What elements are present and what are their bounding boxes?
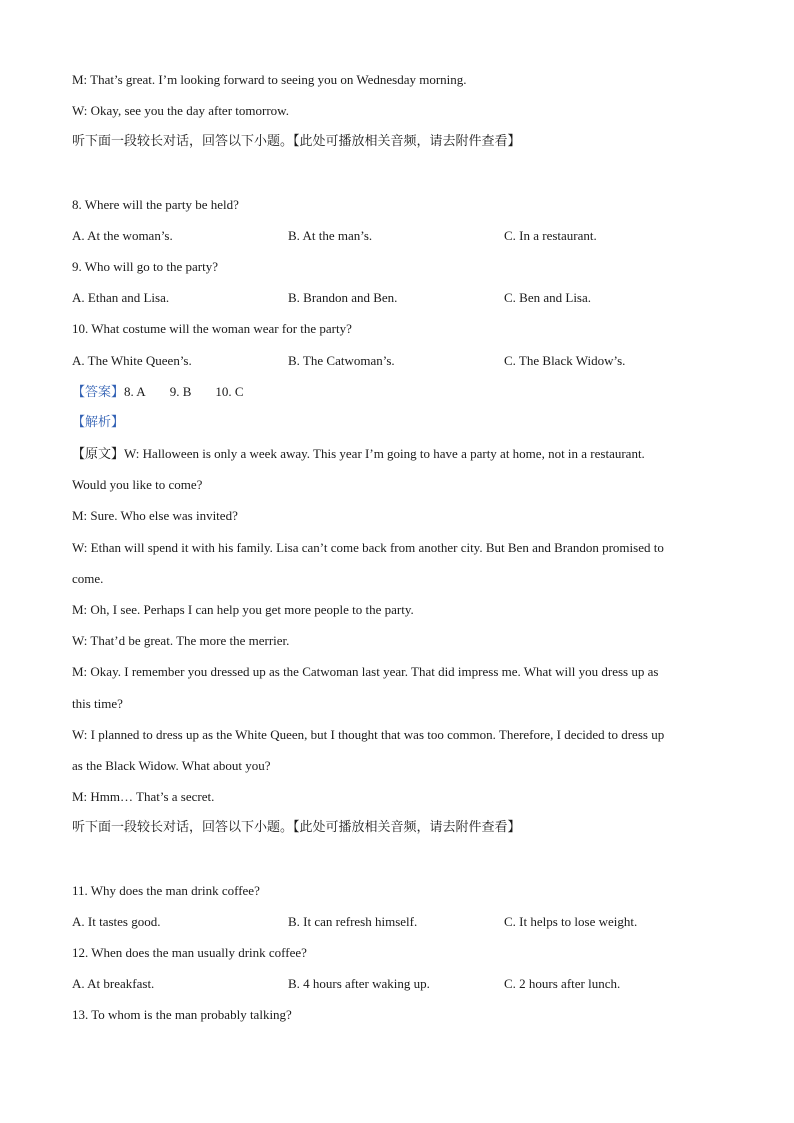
question-9: 9. Who will go to the party? bbox=[72, 258, 218, 274]
option-b: B. At the man’s. bbox=[288, 227, 373, 243]
answer-item: 9. B bbox=[169, 383, 192, 399]
answer-item: 10. C bbox=[215, 383, 244, 399]
transcript-line bbox=[72, 438, 722, 469]
option-b: B. Brandon and Ben. bbox=[288, 290, 398, 306]
option-b: B. The Catwoman’s. bbox=[288, 352, 395, 368]
option-c: C. It helps to lose weight. bbox=[504, 913, 638, 929]
option-b: B. 4 hours after waking up. bbox=[288, 976, 430, 992]
transcript-line: W: That’d be great. The more the merrier. bbox=[72, 633, 290, 649]
transcript-line: M: Oh, I see. Perhaps I can help you get more people to the party. bbox=[72, 602, 414, 617]
dialogue-line: M: That’s great. I’m looking forward to seeing you on Wednesday morning. bbox=[72, 72, 467, 87]
question-9-options bbox=[72, 282, 722, 313]
transcript-line: come. bbox=[72, 570, 104, 586]
question-12-options bbox=[72, 968, 722, 999]
dialogue-line: W: Okay, see you the day after tomorrow. bbox=[72, 103, 289, 119]
listening-instruction: 听下面一段较长对话，回答以下小题。【此处可播放相关音频，请去附件查看】 bbox=[72, 820, 521, 836]
spacer bbox=[72, 158, 722, 189]
transcript-line: this time? bbox=[72, 695, 123, 711]
option-a: A. At the woman’s. bbox=[72, 227, 173, 243]
option-c: C. In a restaurant. bbox=[504, 227, 597, 243]
answer-label: 【答案】 bbox=[72, 384, 125, 400]
analysis-label: 【解析】 bbox=[72, 414, 125, 430]
transcript-label: 【原文】 bbox=[72, 447, 125, 463]
question-8-options bbox=[72, 220, 722, 251]
answer-item: 8. A bbox=[124, 383, 146, 399]
transcript-line: W: I planned to dress up as the White Queen, but I thought that was too common. Therefore, I decided to dress up bbox=[72, 726, 665, 742]
listening-instruction: 听下面一段较长对话，回答以下小题。【此处可播放相关音频，请去附件查看】 bbox=[72, 134, 521, 150]
transcript-line: M: Hmm… That’s a secret. bbox=[72, 789, 215, 805]
transcript-line: as the Black Widow. What about you? bbox=[72, 757, 271, 773]
option-b: B. It can refresh himself. bbox=[288, 913, 418, 929]
transcript-line: Would you like to come? bbox=[72, 477, 203, 493]
question-13: 13. To whom is the man probably talking? bbox=[72, 1007, 292, 1023]
transcript-line: W: Ethan will spend it with his family. Lisa can’t come back from another city. But Ben and Brandon promised to bbox=[72, 539, 664, 555]
transcript-line: M: Okay. I remember you dressed up as the Catwoman last year. That did impress me. What will you dress up as bbox=[72, 664, 659, 680]
option-a: A. Ethan and Lisa. bbox=[72, 290, 170, 306]
option-c: C. 2 hours after lunch. bbox=[504, 976, 621, 992]
question-11: 11. Why does the man drink coffee? bbox=[72, 882, 260, 898]
question-10: 10. What costume will the woman wear for the party? bbox=[72, 321, 352, 337]
answer-line bbox=[72, 376, 722, 407]
question-11-options bbox=[72, 906, 722, 937]
question-12: 12. When does the man usually drink coffee? bbox=[72, 944, 307, 960]
option-a: A. It tastes good. bbox=[72, 913, 161, 929]
transcript-line: M: Sure. Who else was invited? bbox=[72, 508, 238, 524]
option-c: C. The Black Widow’s. bbox=[504, 352, 626, 368]
question-10-options bbox=[72, 345, 722, 376]
option-c: C. Ben and Lisa. bbox=[504, 290, 592, 306]
page-content bbox=[72, 64, 722, 1030]
option-a: A. The White Queen’s. bbox=[72, 352, 192, 368]
option-a: A. At breakfast. bbox=[72, 976, 155, 992]
transcript-text: W: Halloween is only a week away. This year I’m going to have a party at home, not in a restaurant. bbox=[124, 446, 645, 462]
spacer bbox=[72, 844, 722, 875]
question-8: 8. Where will the party be held? bbox=[72, 196, 239, 212]
